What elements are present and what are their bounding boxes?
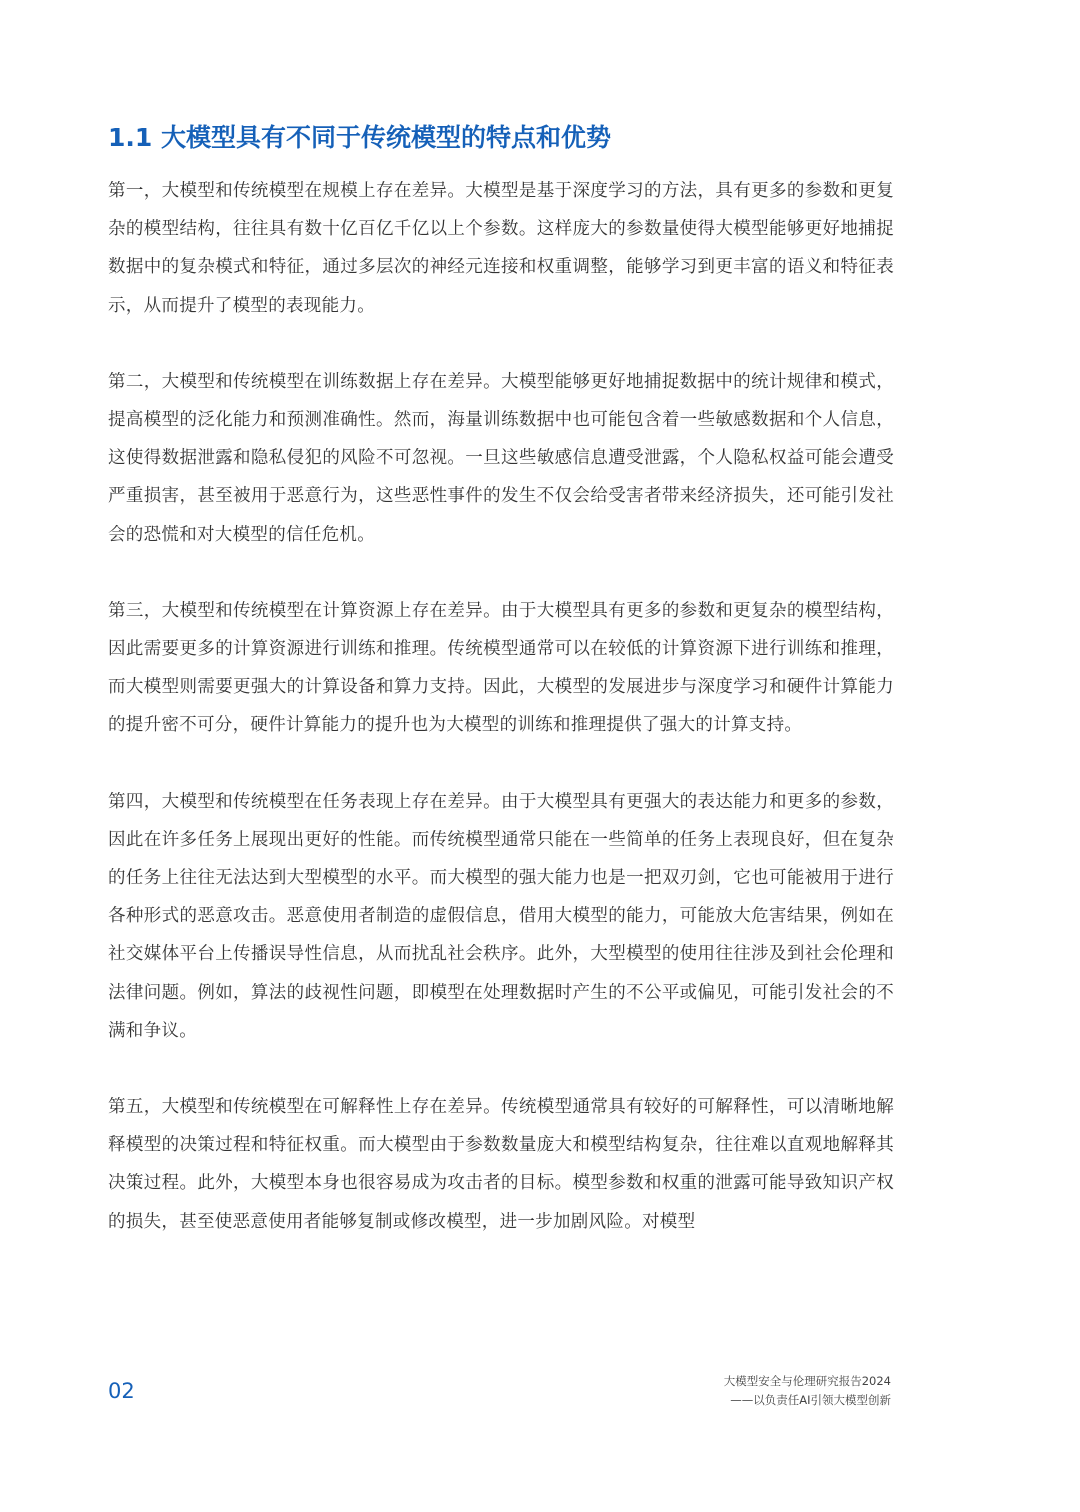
page-number: 02	[108, 1379, 135, 1403]
section-heading: 1.1 大模型具有不同于传统模型的特点和优势	[108, 122, 611, 152]
paragraph-4: 第四，大模型和传统模型在任务表现上存在差异。由于大模型具有更强大的表达能力和更多的参数，因此在许多任务上展现出更好的性能。而传统模型通常只能在一些简单的任务上表现良好，但在复杂的任务上往往无法达到大型模型的水平。而大模型的强大能力也是一把双刃剑，它也可能被用于进行各种形式的恶意攻击。恶意使用者制造的虚假信息，借用大模型的能力，可能放大危害结果，例如在社交媒体平台上传播误导性信息，从而扰乱社会秩序。此外，大型模型的使用往往涉及到社会伦理和法律问题。例如，算法的歧视性问题，即模型在处理数据时产生的不公平或偏见，可能引发社会的不满和争议。	[108, 791, 894, 1041]
paragraph-1: 第一，大模型和传统模型在规模上存在差异。大模型是基于深度学习的方法，具有更多的参数和更复杂的模型结构，往往具有数十亿百亿千亿以上个参数。这样庞大的参数量使得大模型能够更好地捕捉数据中的复杂模式和特征，通过多层次的神经元连接和权重调整，能够学习到更丰富的语义和特征表示，从而提升了模型的表现能力。	[108, 181, 894, 316]
footer-report-subtitle: ——以负责任AI引领大模型创新	[730, 1393, 891, 1407]
body-text	[108, 172, 894, 1279]
paragraph-3: 第三，大模型和传统模型在计算资源上存在差异。由于大模型具有更多的参数和更复杂的模型结构，因此需要更多的计算资源进行训练和推理。传统模型通常可以在较低的计算资源下进行训练和推理，而大模型则需要更强大的计算设备和算力支持。因此，大模型的发展进步与深度学习和硬件计算能力的提升密不可分，硬件计算能力的提升也为大模型的训练和推理提供了强大的计算支持。	[108, 600, 894, 736]
paragraph-2: 第二，大模型和传统模型在训练数据上存在差异。大模型能够更好地捕捉数据中的统计规律和模式，提高模型的泛化能力和预测准确性。然而，海量训练数据中也可能包含着一些敏感数据和个人信息，这使得数据泄露和隐私侵犯的风险不可忽视。一旦这些敏感信息遭受泄露，个人隐私权益可能会遭受严重损害，甚至被用于恶意行为，这些恶性事件的发生不仅会给受害者带来经济损失，还可能引发社会的恐慌和对大模型的信任危机。	[108, 371, 894, 545]
running-footer	[724, 1372, 891, 1410]
footer-report-title: 大模型安全与伦理研究报告2024	[723, 1374, 891, 1388]
paragraph-5: 第五，大模型和传统模型在可解释性上存在差异。传统模型通常具有较好的可解释性，可以清晰地解释模型的决策过程和特征权重。而大模型由于参数数量庞大和模型结构复杂，往往难以直观地解释其决策过程。此外，大模型本身也很容易成为攻击者的目标。模型参数和权重的泄露可能导致知识产权的损失，甚至使恶意使用者能够复制或修改模型，进一步加剧风险。对模型	[108, 1097, 894, 1232]
